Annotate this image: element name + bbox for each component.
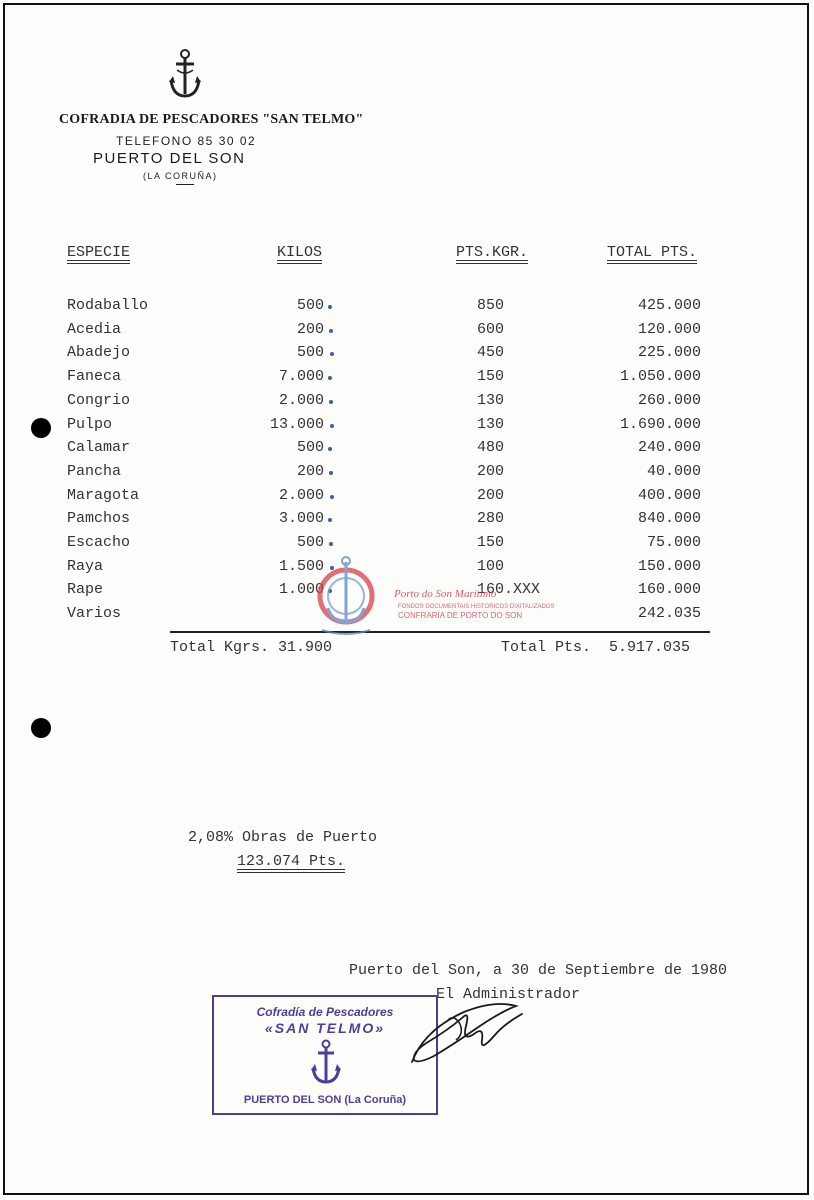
row-especie: Acedia — [67, 321, 122, 338]
tick-mark — [328, 376, 332, 380]
row-especie: Pancha — [67, 463, 122, 480]
row-total: 1.690.000 — [619, 416, 701, 433]
tick-mark — [328, 518, 332, 522]
row-total: 242.035 — [637, 605, 701, 622]
row-total: 1.050.000 — [619, 368, 701, 385]
row-pts-kgr: 600 — [477, 321, 505, 338]
row-pts-kgr: 850 — [477, 297, 505, 314]
tick-mark — [330, 424, 334, 428]
province: (LA CORUÑA) — [143, 171, 218, 181]
row-pts-kgr: 130 — [477, 392, 505, 409]
row-especie: Rape — [67, 581, 104, 598]
telephone: TELEFONO 85 30 02 — [116, 134, 257, 148]
stamp-line-3: PUERTO DEL SON (La Coruña) — [243, 1094, 407, 1106]
row-kilos: 500 — [296, 344, 324, 361]
row-kilos: 1.000 — [278, 581, 324, 598]
totals-rule — [170, 631, 710, 633]
row-especie: Calamar — [67, 439, 131, 456]
row-total: 840.000 — [637, 510, 701, 527]
row-total: 150.000 — [637, 558, 701, 575]
header-divider — [176, 184, 194, 185]
row-especie: Abadejo — [67, 344, 131, 361]
tick-mark — [328, 305, 332, 309]
anchor-icon — [168, 48, 202, 102]
row-pts-kgr: 450 — [477, 344, 505, 361]
stamp-line-1: Cofradía de Pescadores — [256, 1005, 394, 1019]
punch-hole-top — [31, 418, 51, 438]
row-kilos: 7.000 — [278, 368, 324, 385]
tick-mark — [329, 400, 333, 404]
row-especie: Escacho — [67, 534, 131, 551]
row-total: 240.000 — [637, 439, 701, 456]
row-kilos: 2.000 — [278, 392, 324, 409]
row-pts-kgr: 150 — [477, 534, 505, 551]
column-header-pts-kgr: PTS.KGR. — [456, 244, 529, 261]
place-date: Puerto del Son, a 30 de Septiembre de 1980 — [349, 962, 728, 979]
row-pts-kgr: 130 — [477, 416, 505, 433]
stamp-line-2: «SAN TELMO» — [264, 1020, 385, 1036]
watermark-name: Porto do Son Marítimo — [394, 588, 497, 600]
port-works-line: 2,08% Obras de Puerto — [188, 829, 378, 846]
row-especie: Faneca — [67, 368, 122, 385]
row-pts-kgr: 480 — [477, 439, 505, 456]
row-especie: Varios — [67, 605, 122, 622]
row-total: 260.000 — [637, 392, 701, 409]
stamp-anchor-icon — [310, 1039, 342, 1087]
total-kilos: Total Kgrs. 31.900 — [170, 639, 333, 656]
tick-mark — [329, 471, 333, 475]
row-total: 40.000 — [646, 463, 701, 480]
column-header-especie: ESPECIE — [67, 244, 131, 261]
tick-mark — [328, 447, 332, 451]
row-kilos: 200 — [296, 321, 324, 338]
row-especie: Pamchos — [67, 510, 131, 527]
watermark-org: CONFRARÍA DE PORTO DO SON — [398, 611, 523, 620]
tick-mark — [329, 542, 333, 546]
row-especie: Pulpo — [67, 416, 113, 433]
row-especie: Maragota — [67, 487, 140, 504]
row-kilos: 500 — [296, 297, 324, 314]
column-header-total-pts: TOTAL PTS. — [607, 244, 698, 261]
row-total: 400.000 — [637, 487, 701, 504]
organization-name: COFRADIA DE PESCADORES "SAN TELMO" — [59, 112, 364, 127]
row-kilos: 1.500 — [278, 558, 324, 575]
signature-icon — [404, 990, 534, 1070]
row-especie: Rodaballo — [67, 297, 149, 314]
port-name: PUERTO DEL SON — [93, 150, 246, 167]
row-kilos: 2.000 — [278, 487, 324, 504]
row-kilos: 13.000 — [269, 416, 324, 433]
row-especie: Congrio — [67, 392, 131, 409]
column-header-kilos: KILOS — [277, 244, 323, 261]
row-pts-kgr: 280 — [477, 510, 505, 527]
row-especie: Raya — [67, 558, 104, 575]
row-total: 75.000 — [646, 534, 701, 551]
port-works-amount: 123.074 Pts. — [237, 853, 346, 870]
row-total: 160.000 — [637, 581, 701, 598]
tick-mark — [329, 329, 333, 333]
row-kilos: 500 — [296, 534, 324, 551]
row-total: 225.000 — [637, 344, 701, 361]
row-total: 120.000 — [637, 321, 701, 338]
row-pts-kgr: 200 — [477, 487, 505, 504]
row-pts-kgr: 200 — [477, 463, 505, 480]
row-total: 425.000 — [637, 297, 701, 314]
row-pts-kgr: 100 — [477, 558, 505, 575]
total-pesetas: Total Pts. 5.917.035 — [501, 639, 691, 656]
tick-mark — [330, 352, 334, 356]
row-pts-kgr: 160.XXX — [477, 581, 541, 598]
row-kilos: 200 — [296, 463, 324, 480]
row-pts-kgr: 150 — [477, 368, 505, 385]
row-kilos: 500 — [296, 439, 324, 456]
administrator-label: El Administrador — [436, 986, 581, 1003]
watermark-logo-icon — [314, 556, 378, 636]
watermark-subtitle: FONDOS DOCUMENTAIS HISTÓRICOS DIXITALIZADOS — [398, 604, 555, 610]
row-kilos: 3.000 — [278, 510, 324, 527]
tick-mark — [330, 495, 334, 499]
punch-hole-bottom — [31, 718, 51, 738]
